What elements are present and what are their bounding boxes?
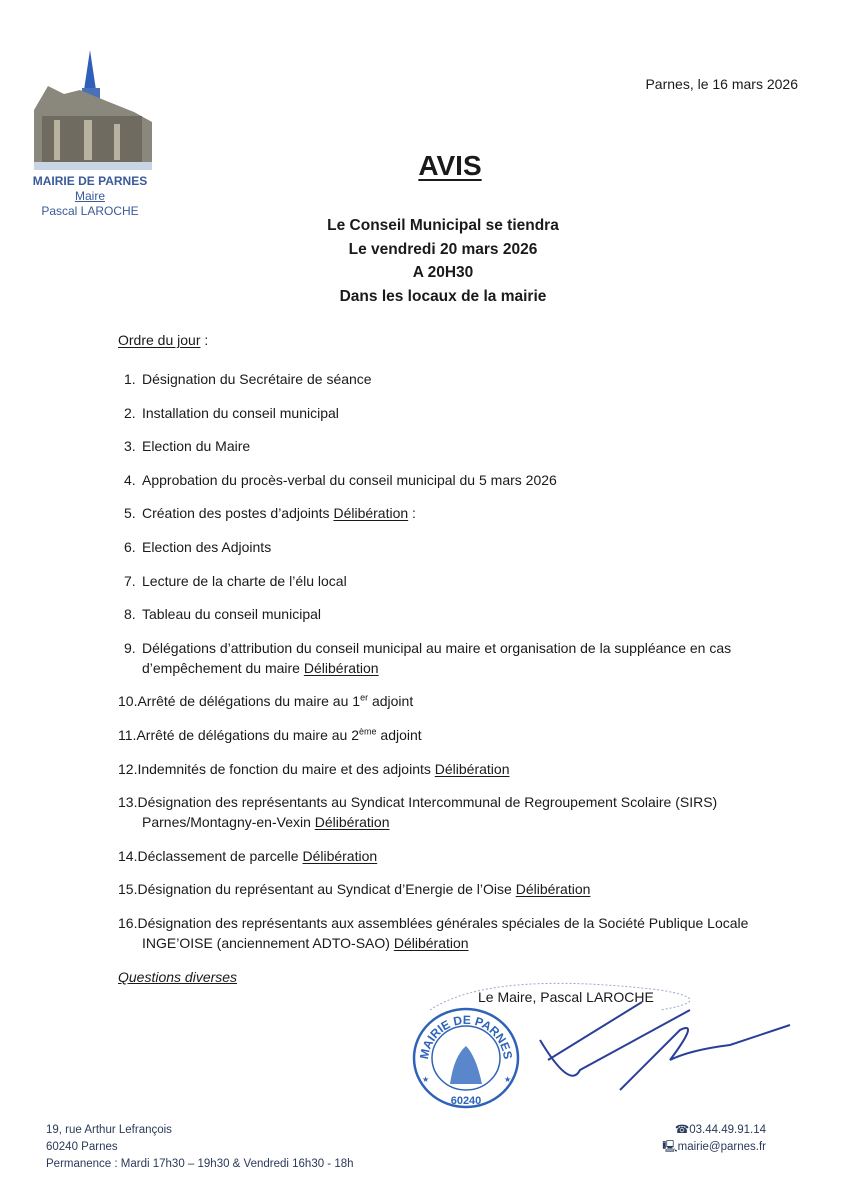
deliberation-tag: Délibération xyxy=(434,760,510,777)
agenda-item xyxy=(118,792,808,832)
ordinal-superscript: er xyxy=(360,692,369,703)
footer-street: 19, rue Arthur Lefrançois xyxy=(46,1124,172,1136)
signature-label: Le Maire, Pascal LAROCHE xyxy=(478,989,654,1005)
title-text: AVIS xyxy=(418,150,482,181)
agenda-item-text: Installation du conseil municipal xyxy=(142,404,339,421)
agenda-item-number: 4. xyxy=(124,471,136,488)
logo-org-name: MAIRIE DE PARNES xyxy=(32,174,148,188)
agenda-item-number: 7. xyxy=(124,572,136,589)
agenda-item xyxy=(118,470,808,490)
deliberation-tag: Délibération xyxy=(333,505,409,522)
agenda-heading xyxy=(118,332,208,348)
agenda-item-number: 14. xyxy=(118,847,138,864)
deliberation-tag: Délibération xyxy=(314,814,390,831)
meeting-line: Le Conseil Municipal se tiendra xyxy=(327,217,559,234)
agenda-item-text: Désignation du Secrétaire de séance xyxy=(142,371,372,387)
agenda-item-number: 8. xyxy=(124,606,136,623)
questions-diverses: Questions diverses xyxy=(118,969,238,985)
agenda-item xyxy=(118,638,808,678)
mayor-signature xyxy=(430,980,800,1100)
agenda-item xyxy=(118,725,808,745)
agenda-item-text: Création des postes d’adjoints xyxy=(142,505,334,522)
agenda-item-number: 13. xyxy=(118,794,138,811)
page-title xyxy=(0,150,854,182)
agenda-colon: : xyxy=(200,332,209,348)
logo-mayor-name: Pascal LAROCHE xyxy=(41,204,139,218)
meeting-date: Le vendredi 20 mars 2026 xyxy=(348,240,538,258)
agenda-item-text: Tableau du conseil municipal xyxy=(142,606,321,623)
footer-hours: Permanence : Mardi 17h30 – 19h30 & Vendredi 16h30 - 18h xyxy=(46,1158,354,1170)
agenda-item xyxy=(118,604,808,624)
deliberation-tag: Délibération xyxy=(302,847,378,864)
agenda-item-text: Election des Adjoints xyxy=(142,538,272,555)
agenda-item xyxy=(118,537,808,557)
footer-contact xyxy=(662,1122,766,1156)
agenda-item-text: Délégations d’attribution du conseil municipal au maire et organisation de la suppléance en cas d’empêchement du maire xyxy=(142,639,732,676)
agenda-item-text: Désignation du représentant au Syndicat d’Energie de l’Oise xyxy=(137,881,516,898)
footer-email: mairie@parnes.fr xyxy=(677,1141,766,1153)
agenda-label: Ordre du jour xyxy=(118,332,201,348)
agenda-item xyxy=(118,403,808,423)
meeting-time: A 20H30 xyxy=(412,264,474,281)
meeting-location: Dans les locaux de la mairie xyxy=(339,287,547,305)
agenda-item xyxy=(118,691,808,711)
agenda-item xyxy=(118,759,808,779)
agenda-item-number: 10. xyxy=(118,693,138,710)
agenda-item-number: 3. xyxy=(124,438,136,455)
agenda-item-number: 2. xyxy=(124,404,136,421)
agenda-item-suffix: : xyxy=(408,505,416,522)
svg-text:★: ★ xyxy=(422,1075,430,1084)
agenda-item-text: Déclassement de parcelle xyxy=(137,847,303,864)
agenda-item-text-end: adjoint xyxy=(376,726,422,743)
document-date: Parnes, le 16 mars 2026 xyxy=(645,76,798,92)
agenda-item xyxy=(118,503,808,523)
agenda-item xyxy=(118,913,808,953)
agenda-item-number: 6. xyxy=(124,538,136,555)
agenda-item xyxy=(118,369,808,389)
deliberation-tag: Délibération xyxy=(515,881,591,898)
agenda-item-text-end: adjoint xyxy=(368,693,414,710)
agenda-item-number: 12. xyxy=(118,760,138,777)
agenda-item-number: 16. xyxy=(118,914,138,931)
ordinal-superscript: ème xyxy=(359,726,377,737)
agenda-list xyxy=(118,369,808,967)
meeting-info xyxy=(0,214,854,308)
agenda-item-text: Arrêté de délégations du maire au 2 xyxy=(136,726,360,743)
footer-address xyxy=(46,1122,354,1173)
agenda-item-text: Lecture de la charte de l’élu local xyxy=(142,572,347,589)
agenda-item-text: Désignation des représentants au Syndicat Intercommunal de Regroupement Scolaire (SIRS) Parnes/Montagny-en-Vexin xyxy=(137,794,718,831)
footer-phone: 03.44.49.91.14 xyxy=(689,1124,766,1136)
agenda-item-text: Indemnités de fonction du maire et des adjoints xyxy=(137,760,435,777)
agenda-item xyxy=(118,879,808,899)
agenda-item-number: 9. xyxy=(124,639,136,656)
svg-text:MAIRIE DE PARNES: MAIRIE DE PARNES xyxy=(416,1012,515,1061)
computer-icon: 🖳 xyxy=(662,1141,678,1153)
svg-text:★: ★ xyxy=(504,1075,512,1084)
agenda-item xyxy=(118,436,808,456)
svg-text:60240: 60240 xyxy=(450,1095,482,1107)
agenda-item-text: Arrêté de délégations du maire au 1 xyxy=(137,693,361,710)
agenda-item-text: Election du Maire xyxy=(142,438,251,455)
logo-role: Maire xyxy=(74,189,105,203)
agenda-item xyxy=(118,846,808,866)
agenda-item-number: 5. xyxy=(124,505,136,522)
phone-icon: ☎ xyxy=(674,1124,690,1136)
agenda-item-number: 15. xyxy=(118,881,138,898)
footer-city: 60240 Parnes xyxy=(46,1141,118,1153)
agenda-item-number: 11. xyxy=(118,726,137,743)
deliberation-tag: Délibération xyxy=(393,934,469,951)
agenda-item-text: Désignation des représentants aux assemblées générales spéciales de la Société Publique Locale INGE’OISE (anciennement ADTO-SAO) xyxy=(137,914,749,951)
deliberation-tag: Délibération xyxy=(303,659,379,676)
agenda-item-number: 1. xyxy=(124,371,136,387)
agenda-item xyxy=(118,571,808,591)
agenda-item-text: Approbation du procès-verbal du conseil municipal du 5 mars 2026 xyxy=(142,471,557,488)
